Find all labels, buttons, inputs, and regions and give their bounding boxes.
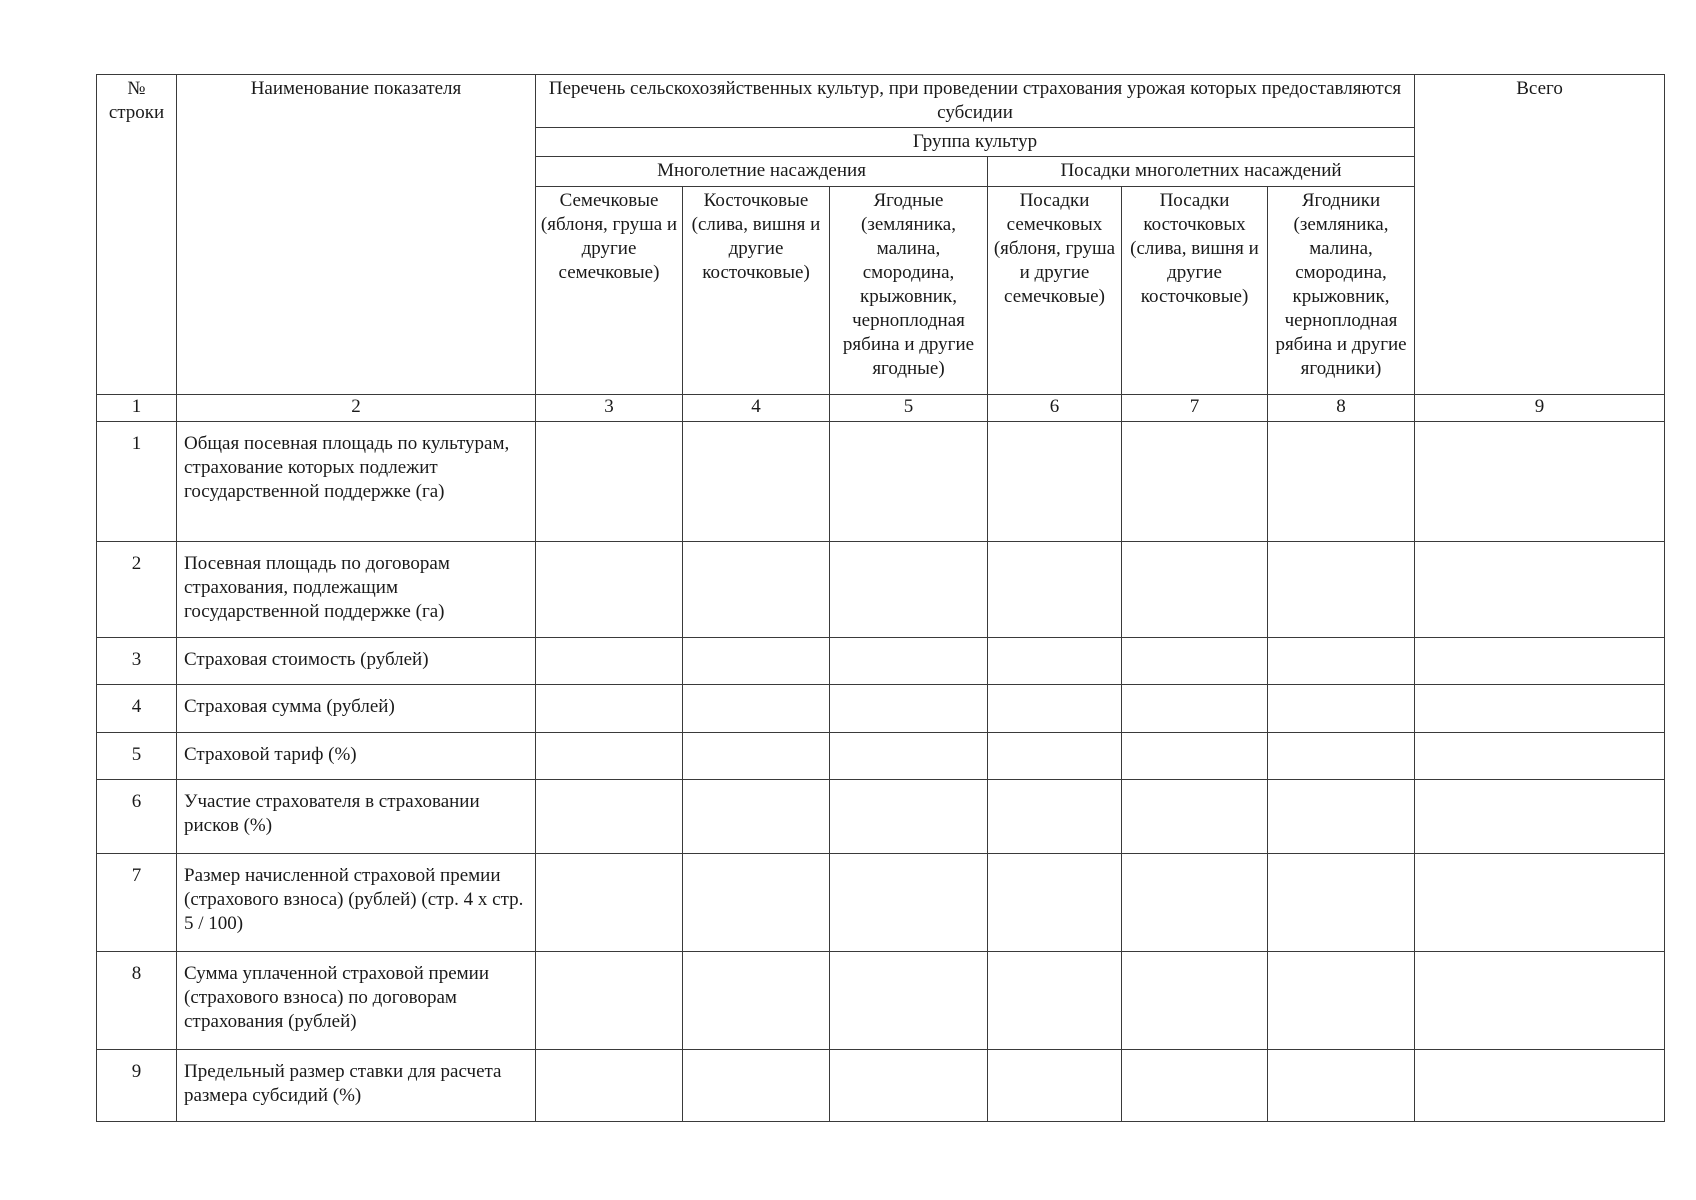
- table-row: [97, 541, 1665, 637]
- table-row: [97, 684, 1665, 732]
- header-crop: Ягодные (земляника, малина, смородина, крыжовник, черноплодная рябина и другие ягодные): [830, 186, 988, 394]
- table-row: [97, 1049, 1665, 1121]
- table-row: [97, 853, 1665, 951]
- value-cell: [1415, 951, 1665, 1049]
- value-cell: [683, 951, 830, 1049]
- row-name: Участие страхователя в страховании рисков (%): [177, 779, 536, 853]
- row-number: 6: [97, 779, 177, 853]
- value-cell: [988, 951, 1122, 1049]
- value-cell: [1268, 732, 1415, 779]
- value-cell: [1415, 732, 1665, 779]
- row-number: 1: [97, 421, 177, 541]
- value-cell: [830, 684, 988, 732]
- value-cell: [1415, 1049, 1665, 1121]
- value-cell: [1122, 684, 1268, 732]
- column-number: 5: [830, 394, 988, 421]
- column-number: 4: [683, 394, 830, 421]
- value-cell: [1268, 951, 1415, 1049]
- value-cell: [536, 853, 683, 951]
- value-cell: [1122, 1049, 1268, 1121]
- value-cell: [536, 779, 683, 853]
- value-cell: [536, 951, 683, 1049]
- value-cell: [830, 541, 988, 637]
- column-number: 6: [988, 394, 1122, 421]
- header-perennial-planting: Посадки многолетних насаждений: [988, 157, 1415, 186]
- value-cell: [830, 637, 988, 684]
- value-cell: [1122, 951, 1268, 1049]
- row-name: Страховая стоимость (рублей): [177, 637, 536, 684]
- column-number: 7: [1122, 394, 1268, 421]
- column-number: 3: [536, 394, 683, 421]
- value-cell: [830, 779, 988, 853]
- value-cell: [536, 541, 683, 637]
- row-number: 3: [97, 637, 177, 684]
- header-perennial: Многолетние насаждения: [536, 157, 988, 186]
- value-cell: [536, 684, 683, 732]
- value-cell: [1415, 541, 1665, 637]
- table-row: [97, 637, 1665, 684]
- value-cell: [536, 421, 683, 541]
- row-name: Сумма уплаченной страховой премии (страхового взноса) по договорам страхования (рублей): [177, 951, 536, 1049]
- value-cell: [1122, 779, 1268, 853]
- header-crop: Косточковые (слива, вишня и другие косточковые): [683, 186, 830, 394]
- value-cell: [1268, 541, 1415, 637]
- row-number: 7: [97, 853, 177, 951]
- value-cell: [988, 637, 1122, 684]
- value-cell: [1122, 853, 1268, 951]
- column-number: 9: [1415, 394, 1665, 421]
- value-cell: [683, 853, 830, 951]
- value-cell: [1415, 779, 1665, 853]
- value-cell: [1122, 541, 1268, 637]
- value-cell: [1122, 732, 1268, 779]
- value-cell: [1415, 637, 1665, 684]
- table-row: [97, 779, 1665, 853]
- value-cell: [830, 421, 988, 541]
- header-crop: Посадки семечковых (яблоня, груша и другие семечковые): [988, 186, 1122, 394]
- value-cell: [683, 1049, 830, 1121]
- header-crop-group: Группа культур: [536, 128, 1415, 157]
- header-crops-list: Перечень сельскохозяйственных культур, при проведении страхования урожая которых предоставляются субсидии: [536, 75, 1415, 128]
- header-crop: Посадки косточковых (слива, вишня и другие косточковые): [1122, 186, 1268, 394]
- value-cell: [830, 1049, 988, 1121]
- table-row: [97, 732, 1665, 779]
- value-cell: [536, 1049, 683, 1121]
- value-cell: [536, 732, 683, 779]
- column-number: 2: [177, 394, 536, 421]
- value-cell: [536, 637, 683, 684]
- value-cell: [683, 684, 830, 732]
- header-indicator-name: Наименование показателя: [177, 75, 536, 395]
- row-name: Общая посевная площадь по культурам, страхование которых подлежит государственной поддержке (га): [177, 421, 536, 541]
- row-number: 9: [97, 1049, 177, 1121]
- value-cell: [1268, 853, 1415, 951]
- table-row: [97, 421, 1665, 541]
- value-cell: [988, 779, 1122, 853]
- value-cell: [830, 951, 988, 1049]
- row-name: Страховая сумма (рублей): [177, 684, 536, 732]
- header-crop: Семечковые (яблоня, груша и другие семечковые): [536, 186, 683, 394]
- value-cell: [1268, 637, 1415, 684]
- value-cell: [1268, 779, 1415, 853]
- value-cell: [988, 1049, 1122, 1121]
- row-number: 4: [97, 684, 177, 732]
- row-name: Размер начисленной страховой премии (страхового взноса) (рублей) (стр. 4 х стр. 5 / 100): [177, 853, 536, 951]
- row-number: 5: [97, 732, 177, 779]
- row-number: 2: [97, 541, 177, 637]
- row-number: 8: [97, 951, 177, 1049]
- value-cell: [683, 541, 830, 637]
- row-name: Посевная площадь по договорам страхования, подлежащим государственной поддержке (га): [177, 541, 536, 637]
- value-cell: [683, 421, 830, 541]
- value-cell: [830, 853, 988, 951]
- value-cell: [1268, 1049, 1415, 1121]
- value-cell: [1415, 421, 1665, 541]
- value-cell: [683, 732, 830, 779]
- value-cell: [988, 541, 1122, 637]
- column-number: 8: [1268, 394, 1415, 421]
- column-number: 1: [97, 394, 177, 421]
- value-cell: [683, 779, 830, 853]
- value-cell: [683, 637, 830, 684]
- value-cell: [988, 421, 1122, 541]
- value-cell: [830, 732, 988, 779]
- value-cell: [988, 684, 1122, 732]
- header-total: Всего: [1415, 75, 1665, 395]
- subsidy-form-table: [96, 74, 1665, 1122]
- value-cell: [1415, 853, 1665, 951]
- table-row: [97, 951, 1665, 1049]
- value-cell: [988, 732, 1122, 779]
- header-crop: Ягодники (земляника, малина, смородина, крыжовник, черноплодная рябина и другие ягодники): [1268, 186, 1415, 394]
- row-name: Предельный размер ставки для расчета размера субсидий (%): [177, 1049, 536, 1121]
- value-cell: [1268, 421, 1415, 541]
- value-cell: [1415, 684, 1665, 732]
- value-cell: [1122, 421, 1268, 541]
- row-name: Страховой тариф (%): [177, 732, 536, 779]
- value-cell: [1268, 684, 1415, 732]
- value-cell: [988, 853, 1122, 951]
- value-cell: [1122, 637, 1268, 684]
- header-row-number: № строки: [97, 75, 177, 395]
